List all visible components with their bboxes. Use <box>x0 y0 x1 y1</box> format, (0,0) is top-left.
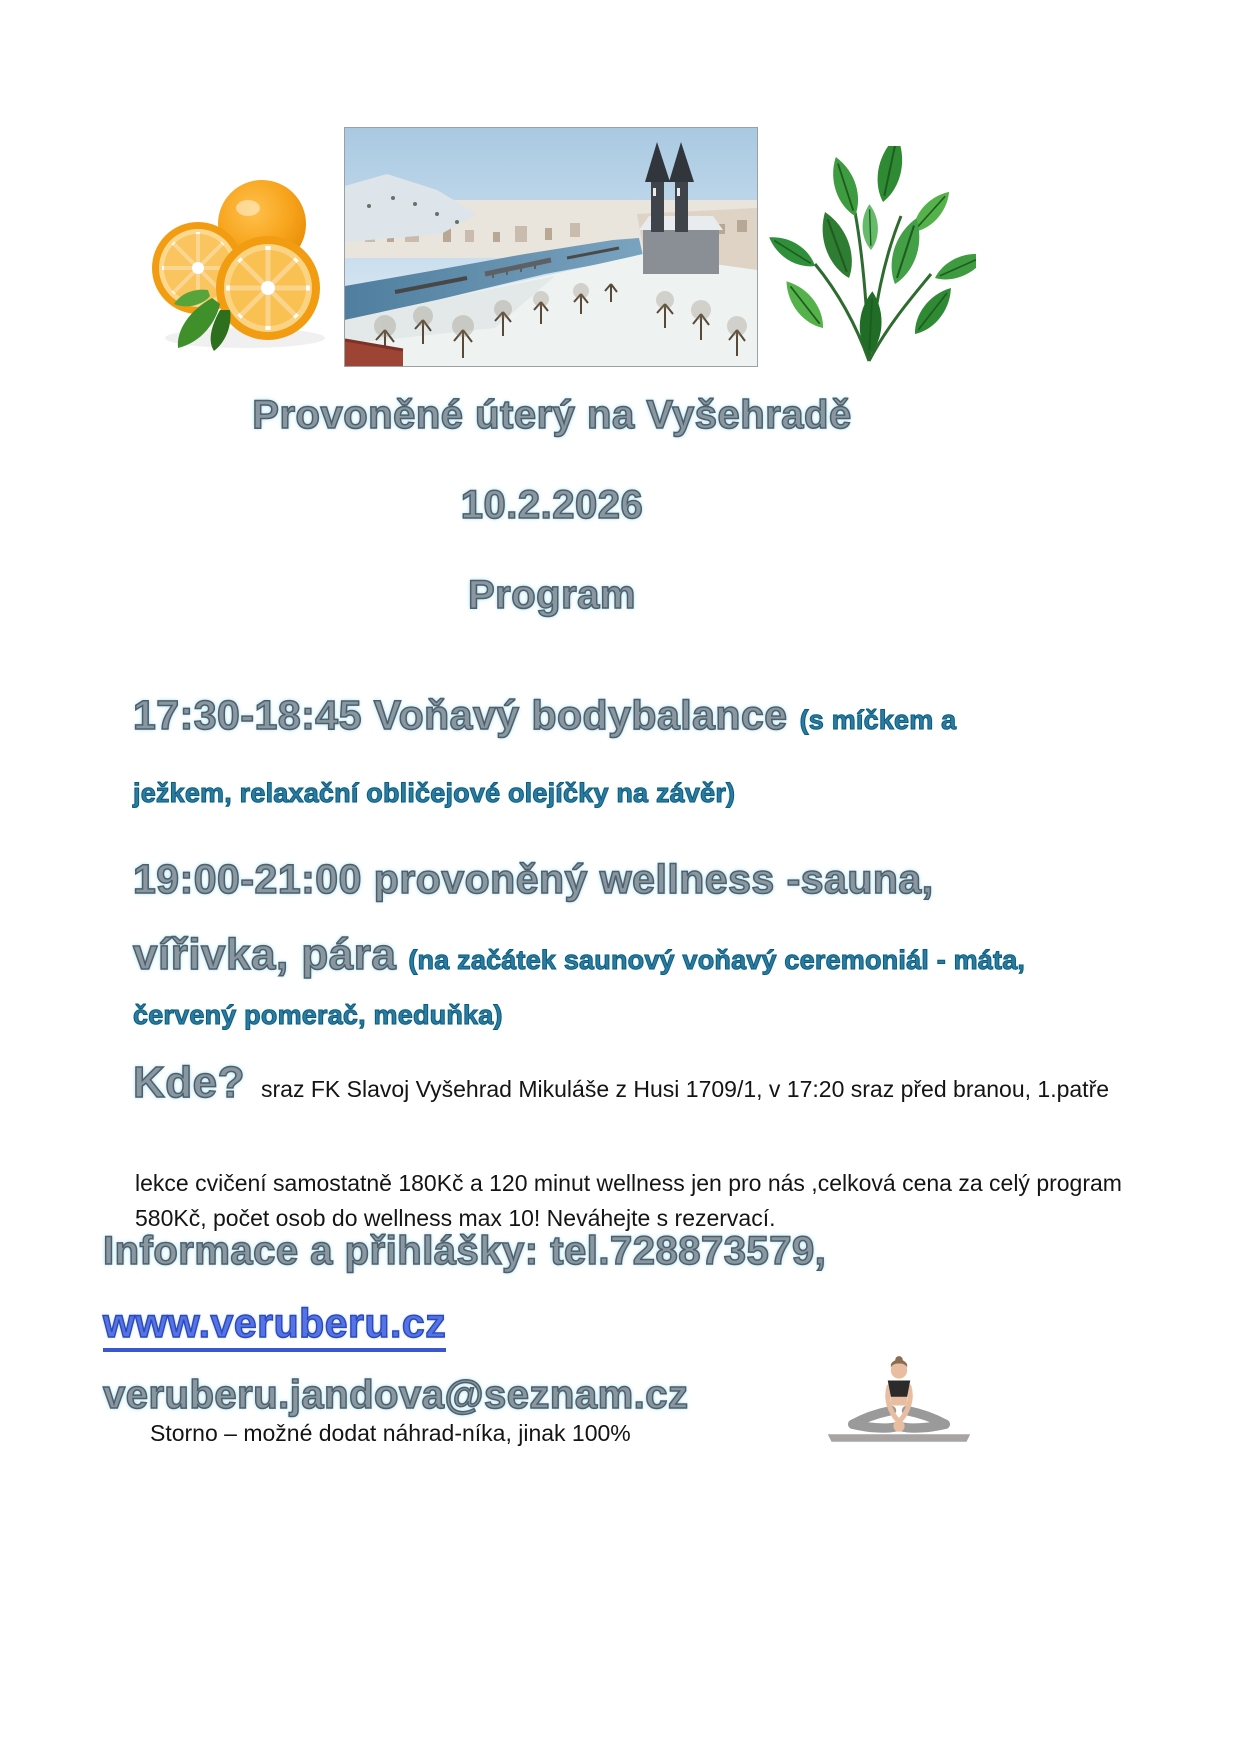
yoga-pose-image <box>824 1348 974 1454</box>
where-details: sraz FK Slavoj Vyšehrad Mikuláše z Husi 1709/1, v 17:20 sraz před branou, 1.patře <box>261 1076 1110 1102</box>
prague-winter-image <box>345 128 757 366</box>
yoga-pose-illustration <box>824 1348 974 1448</box>
prague-winter-illustration <box>345 128 757 366</box>
program-item-2-headline: 19:00-21:00 provoněný wellness -sauna, <box>133 856 934 902</box>
pricing-text: lekce cvičení samostatně 180Kč a 120 minut wellness jen pro nás ,celková cena za celý program 580Kč, počet osob do wellness max 10! Neváhejte s rezervací. <box>135 1170 1122 1231</box>
email-address: veruberu.jandova@seznam.cz <box>103 1373 689 1417</box>
program-item-1-headline: 17:30-18:45 Voňavý bodybalance <box>133 692 788 738</box>
program-item-1-note-start: (s míčkem a <box>799 705 957 735</box>
program-item-1-note-end: ježkem, relaxační obličejové olejíčky na závěr) <box>133 778 736 808</box>
cancellation-note: Storno – možné dodat náhrad-níka, jinak 100% <box>150 1420 631 1446</box>
where-label: Kde? <box>133 1058 245 1107</box>
program-item-1 <box>133 692 956 739</box>
program-item-2-note-start: (na začátek saunový voňavý ceremoniál - máta, <box>408 945 1026 975</box>
oranges-image <box>150 170 335 352</box>
program-item-2-note-end: červený pomerač, meduňka) <box>133 1000 503 1030</box>
event-title: Provoněné úterý na Vyšehradě <box>252 393 852 437</box>
website-link[interactable]: www.veruberu.cz <box>103 1300 446 1352</box>
mint-image <box>763 146 976 366</box>
program-heading: Program <box>468 573 636 617</box>
oranges-illustration <box>150 170 335 352</box>
where-line <box>133 1058 1109 1109</box>
program-item-2-headline2: vířivka, pára <box>133 930 397 979</box>
event-date: 10.2.2026 <box>460 483 644 527</box>
contact-info: Informace a přihlášky: tel.728873579, <box>103 1229 827 1273</box>
program-item-2-line2 <box>133 930 1025 981</box>
mint-illustration <box>763 146 976 366</box>
